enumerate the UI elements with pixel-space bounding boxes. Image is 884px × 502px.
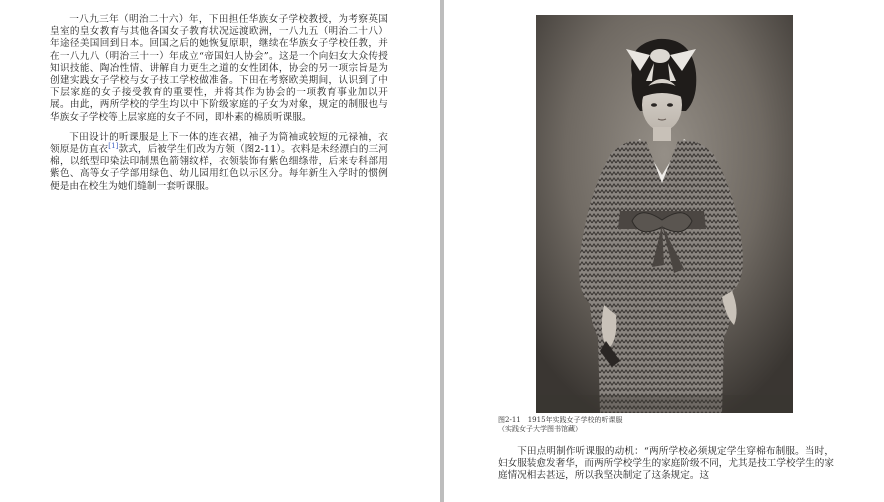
figure-caption [498,416,828,434]
caption-title: 图2-11 1915年实践女子学校的听课服 [498,416,623,424]
caption-source: （实践女子大学图书馆藏） [498,425,582,433]
left-text-block [50,14,388,201]
paragraph-2 [50,132,388,193]
figure-photo [536,15,793,413]
left-page [0,0,440,502]
right-text-block [498,446,834,483]
paragraph-2-text-a: 下田设计的听课服是上下一体的连衣裙，袖子为筒袖或较短的元禄袖，衣领原是仿直衣 [50,131,388,156]
footnote-link[interactable]: [1] [108,141,119,150]
right-page [444,0,884,502]
paragraph-1 [50,14,388,124]
right-paragraph: 下田点明制作听课服的动机：“两所学校必须规定学生穿棉布制服。当时，妇女服装愈发奢华，而两所学校学生的家庭阶级不同，尤其是技工学校学生的家庭情况相去甚远，所以我坚决制定了这条规定。这 [498,446,834,482]
girl-portrait-image [536,15,793,413]
paragraph-1-text: 一八九三年（明治二十六）年，下田担任华族女子学校教授，为考察英国皇室的皇女教育与其他各国女子教育状况远渡欧洲，一八九五（明治二十八）年途径美国回到日本。回国之后的她恢复原职，继续在华族女子学校任教，并在一八九八（明治三十一）年成立“帝国妇人协会”。这是一个向妇女大众传授知识技能、陶冶性情、讲解自力更生之道的女性团体，协会的另一项宗旨是为创建实践女子学校与女子技工学校做准备。下田在考察欧美期间，认识到了中下层家庭的女子接受教育的重要性，并将其作为协会的一项教育事业加以开展。由此，两所学校的学生均以中下阶级家庭的子女为对象，规定的制服也与华族女子学校等上层家庭的女子不同，即朴素的棉质听课服。 [50,14,388,123]
paragraph-2-text-b: 款式，后被学生们改为方领（图2-11）。衣料是未经漂白的三河棉，以纸型印染法印制黑色箭翎纹样，衣领装饰有紫色细绦带，后来专科部用紫色、高等女子学部用绿色、幼儿园用红色以示区分。每年新生入学时的惯例便是由在校生为她们缝制一套听课服。 [50,144,388,192]
